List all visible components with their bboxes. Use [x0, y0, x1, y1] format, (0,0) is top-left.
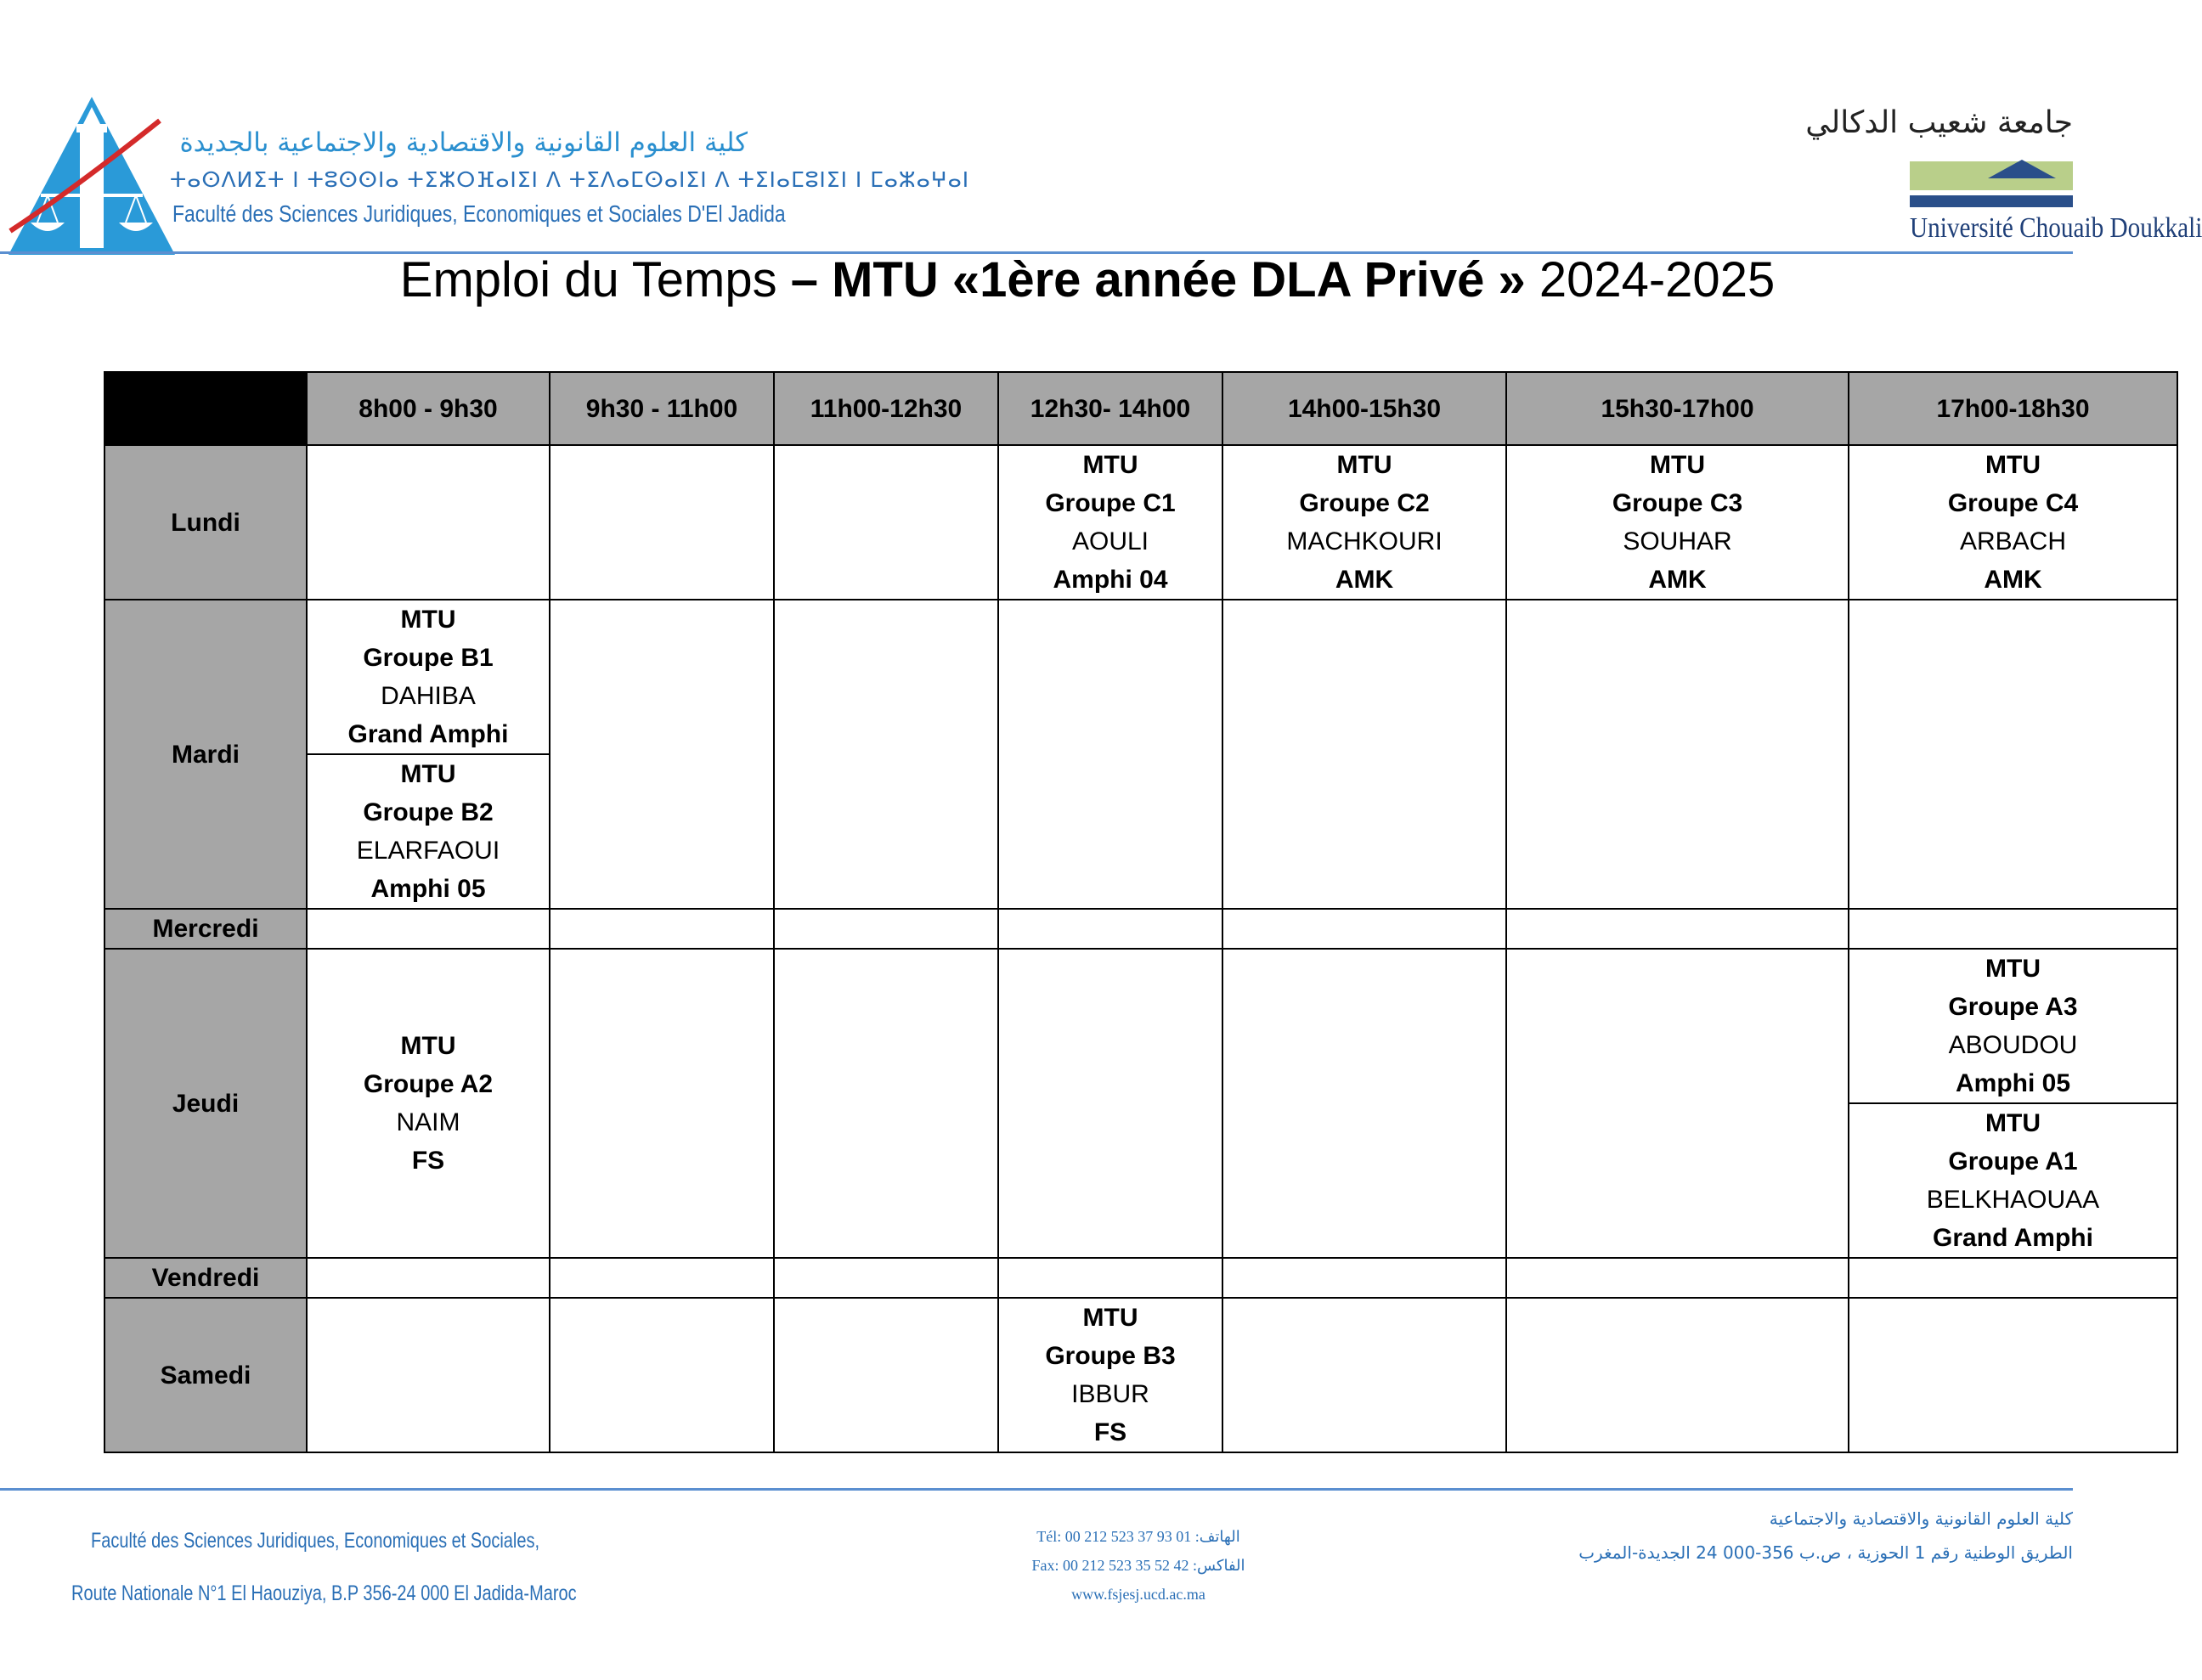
session-teacher: IBBUR [1071, 1380, 1149, 1408]
session-subject: MTU [1985, 1109, 2041, 1137]
faculty-name-tifinagh: ⵜⴰⵙⴷⵍⵉⵜ ⵏ ⵜⵓⵙⵙⵏⴰ ⵜⵉⵣⵔⴼⴰⵏⵉⵏ ⴷ ⵜⵉⴷⴰⵎⵙⴰⵏⵉⵏ ⴷ ⵜⵉⵏⴰⵎⵓⵏⵉⵏ ⵏ ⵎⴰⵣⴰⵖⴰⵏ [170, 167, 970, 192]
session-block [1849, 950, 2177, 1104]
session-room: Grand Amphi [1933, 1224, 2093, 1252]
empty-cell [1849, 1298, 2177, 1452]
empty-cell [998, 909, 1222, 949]
footer-fax: Fax: 00 212 523 35 52 42 :الفاكس [1031, 1557, 1245, 1574]
session-cell [1849, 445, 2177, 600]
footer-contact [1002, 1522, 1274, 1609]
empty-cell [1506, 1258, 1849, 1298]
session-room: FS [411, 1147, 445, 1175]
empty-cell [1222, 909, 1506, 949]
session-cell [1506, 445, 1849, 600]
session-cell [307, 600, 550, 909]
university-logo-blue-band [1910, 195, 2073, 207]
faculty-name-arabic: كلية العلوم القانونية والاقتصادية والاجتماعية بالجديدة [179, 127, 748, 158]
session-group: Groupe C3 [1612, 489, 1743, 517]
timetable [104, 371, 2178, 1453]
time-slot-header: 8h00 - 9h30 [307, 372, 550, 445]
session-room: AMK [1335, 566, 1394, 594]
session-teacher: ARBACH [1959, 527, 2067, 555]
empty-cell [550, 909, 774, 949]
empty-cell [307, 909, 550, 949]
session-subject: MTU [1082, 1304, 1138, 1332]
empty-cell [1506, 909, 1849, 949]
corner-cell [104, 372, 307, 445]
university-name-latin: Université Chouaib Doukkali [1910, 212, 2202, 244]
session-group: Groupe B2 [363, 798, 494, 826]
footer-address-arabic: الطريق الوطنية رقم 1 الحوزية ، ص.ب 356-000 24 الجديدة-المغرب [1578, 1542, 2073, 1563]
empty-cell [307, 1298, 550, 1452]
session-room: FS [1093, 1418, 1127, 1446]
empty-cell [774, 600, 998, 909]
session-block [1849, 446, 2177, 599]
session-subject: MTU [400, 1032, 456, 1060]
session-block [999, 1299, 1222, 1452]
day-row-lundi [104, 445, 2177, 600]
empty-cell [1506, 949, 1849, 1258]
session-room: AMK [1648, 566, 1707, 594]
day-label: Vendredi [104, 1258, 307, 1298]
title-part-3: 2024-2025 [1525, 252, 1776, 307]
day-row-mardi [104, 600, 2177, 909]
title-part-2: – MTU «1ère année DLA Privé » [790, 252, 1526, 307]
session-subject: MTU [1985, 451, 2041, 479]
empty-cell [1222, 1298, 1506, 1452]
empty-cell [1506, 1298, 1849, 1452]
session-room: Amphi 05 [370, 875, 486, 903]
session-group: Groupe A2 [363, 1070, 494, 1098]
session-teacher: DAHIBA [381, 682, 476, 710]
faculty-name-french: Faculté des Sciences Juridiques, Economiques et Sociales D'El Jadida [172, 200, 786, 227]
session-block [1507, 446, 1848, 599]
session-room: AMK [1984, 566, 2042, 594]
footer-tel: Tél: 00 212 523 37 93 01 :الهاتف [1036, 1528, 1240, 1545]
footer-faculty-name-arabic: كلية العلوم القانونية والاقتصادية والاجتماعية [1769, 1508, 2073, 1529]
session-cell [307, 949, 550, 1258]
session-teacher: ELARFAOUI [356, 837, 500, 865]
empty-cell [550, 445, 774, 600]
session-block [1849, 1104, 2177, 1257]
session-teacher: MACHKOURI [1286, 527, 1443, 555]
empty-cell [550, 1298, 774, 1452]
empty-cell [774, 1258, 998, 1298]
session-room: Grand Amphi [347, 720, 509, 748]
session-subject: MTU [1336, 451, 1392, 479]
session-cell [998, 1298, 1222, 1452]
time-slot-header: 11h00-12h30 [774, 372, 998, 445]
session-subject: MTU [1985, 955, 2041, 983]
empty-cell [774, 909, 998, 949]
empty-cell [998, 600, 1222, 909]
empty-cell [774, 949, 998, 1258]
session-group: Groupe B3 [1045, 1342, 1176, 1370]
time-slot-header: 9h30 - 11h00 [550, 372, 774, 445]
timetable-container [104, 371, 2100, 1446]
session-block [308, 600, 549, 755]
empty-cell [1222, 949, 1506, 1258]
session-room: Amphi 04 [1053, 566, 1168, 594]
footer-address: Route Nationale N°1 El Haouziya, B.P 356-24 000 El Jadida-Maroc [71, 1581, 577, 1605]
empty-cell [550, 600, 774, 909]
empty-cell [307, 445, 550, 600]
session-teacher: BELKHAOUAA [1926, 1186, 2100, 1214]
empty-cell [550, 949, 774, 1258]
time-slot-header: 12h30- 14h00 [998, 372, 1222, 445]
time-slot-header: 15h30-17h00 [1506, 372, 1849, 445]
session-block [308, 755, 549, 908]
session-subject: MTU [400, 760, 456, 788]
session-group: Groupe A3 [1948, 993, 2078, 1021]
session-group: Groupe C1 [1045, 489, 1176, 517]
session-block [308, 1027, 549, 1180]
university-name-arabic: جامعة شعيب الدكالي [1805, 105, 2073, 140]
empty-cell [774, 1298, 998, 1452]
session-room: Amphi 05 [1955, 1069, 2071, 1097]
empty-cell [998, 949, 1222, 1258]
session-teacher: NAIM [396, 1108, 460, 1136]
session-cell [998, 445, 1222, 600]
session-block [1223, 446, 1505, 599]
session-subject: MTU [1082, 451, 1138, 479]
session-group: Groupe A1 [1948, 1147, 2078, 1175]
empty-cell [1849, 600, 2177, 909]
day-row-samedi [104, 1298, 2177, 1452]
time-slot-header: 17h00-18h30 [1849, 372, 2177, 445]
empty-cell [550, 1258, 774, 1298]
day-row-vendredi [104, 1258, 2177, 1298]
empty-cell [1849, 909, 2177, 949]
session-teacher: SOUHAR [1623, 527, 1732, 555]
session-block [999, 446, 1222, 599]
empty-cell [1222, 1258, 1506, 1298]
footer-website: www.fsjesj.ucd.ac.ma [1071, 1586, 1205, 1603]
empty-cell [998, 1258, 1222, 1298]
day-row-mercredi [104, 909, 2177, 949]
session-teacher: AOULI [1071, 527, 1149, 555]
footer-rule [0, 1488, 2073, 1491]
day-label: Samedi [104, 1298, 307, 1452]
session-group: Groupe C2 [1299, 489, 1430, 517]
day-label: Mercredi [104, 909, 307, 949]
title-part-1: Emploi du Temps [399, 252, 791, 307]
empty-cell [774, 445, 998, 600]
day-row-jeudi [104, 949, 2177, 1258]
session-cell [1222, 445, 1506, 600]
session-subject: MTU [400, 606, 456, 634]
faculty-logo-icon [7, 95, 177, 257]
session-group: Groupe B1 [363, 644, 494, 672]
university-logo-roof-icon [1988, 160, 2056, 178]
empty-cell [307, 1258, 550, 1298]
session-teacher: ABOUDOU [1948, 1031, 2078, 1059]
page-title [0, 251, 2175, 308]
empty-cell [1222, 600, 1506, 909]
empty-cell [1506, 600, 1849, 909]
day-label: Mardi [104, 600, 307, 909]
header-row [104, 372, 2177, 445]
day-label: Jeudi [104, 949, 307, 1258]
footer-faculty-name: Faculté des Sciences Juridiques, Economiques et Sociales, [91, 1529, 540, 1553]
day-label: Lundi [104, 445, 307, 600]
time-slot-header: 14h00-15h30 [1222, 372, 1506, 445]
session-subject: MTU [1650, 451, 1705, 479]
session-cell [1849, 949, 2177, 1258]
session-group: Groupe C4 [1947, 489, 2079, 517]
empty-cell [1849, 1258, 2177, 1298]
